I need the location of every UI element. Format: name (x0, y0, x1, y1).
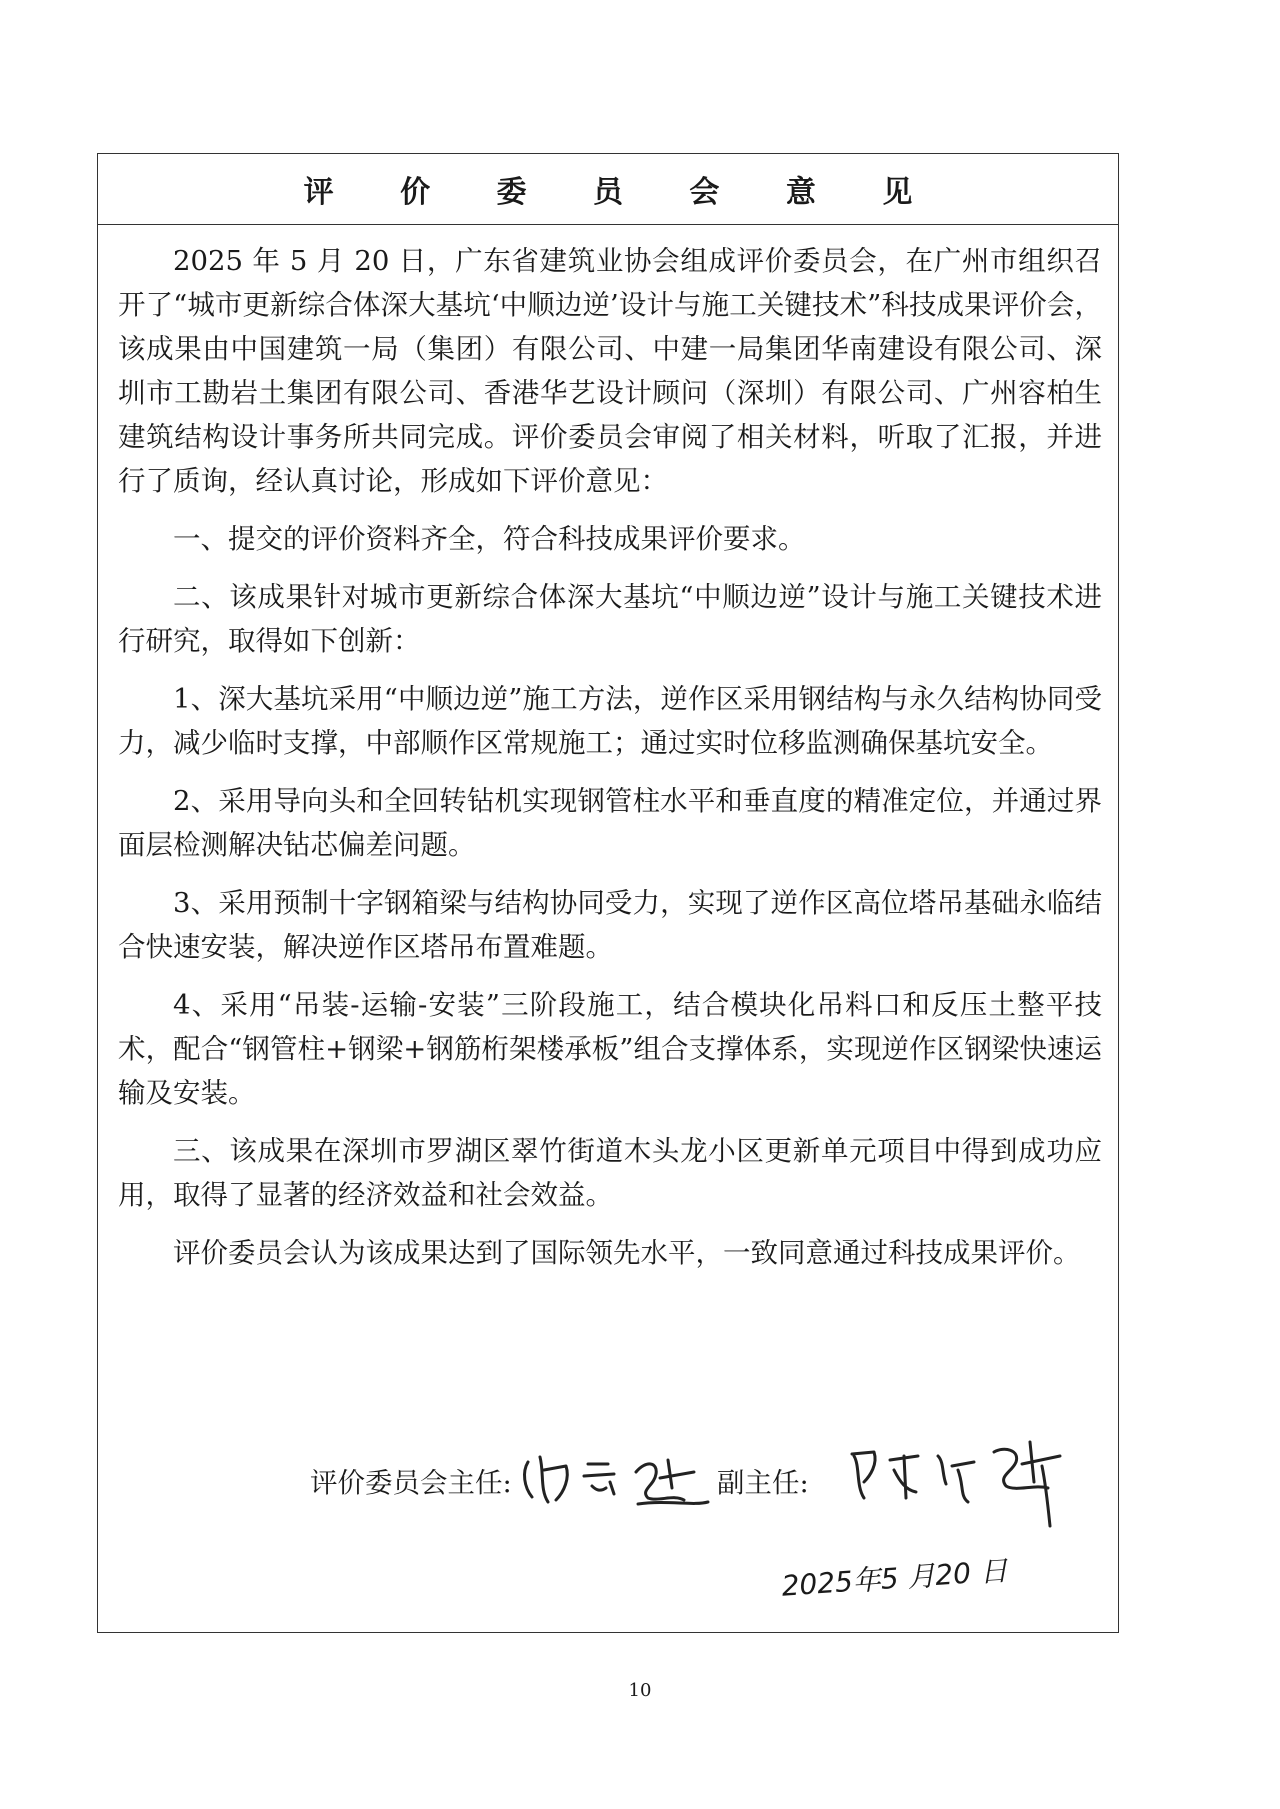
paragraph-conclusion: 评价委员会认为该成果达到了国际领先水平，一致同意通过科技成果评价。 (173, 1237, 1081, 1269)
paragraph-innovation-1: 1、深大基坑采用“中顺边逆”施工方法，逆作区采用钢结构与永久结构协同受力，减少临时支撑，中部顺作区常规施工；通过实时位移监测确保基坑安全。 (118, 683, 1102, 759)
paragraph-point-2: 二、该成果针对城市更新综合体深大基坑“中顺边逆”设计与施工关键技术进行研究，取得如下创新： (118, 581, 1102, 657)
signature-date: 2025年5 月20 日 (780, 1554, 1010, 1603)
chair-label: 评价委员会主任: (310, 1467, 512, 1499)
opinion-body (98, 225, 1118, 1275)
title-row (98, 154, 1118, 225)
evaluation-opinion-table (97, 153, 1119, 1633)
vice-chair-signature (834, 1426, 1114, 1543)
chair-signature (518, 1442, 718, 1519)
page-title: 评 价 委 员 会 意 见 (303, 175, 941, 210)
paragraph-point-3: 三、该成果在深圳市罗湖区翠竹街道木头龙小区更新单元项目中得到成功应用，取得了显著的经济效益和社会效益。 (118, 1135, 1102, 1211)
paragraph-innovation-3: 3、采用预制十字钢箱梁与结构协同受力，实现了逆作区高位塔吊基础永临结合快速安装，解决逆作区塔吊布置难题。 (118, 887, 1102, 963)
page-number: 10 (628, 1680, 652, 1701)
paragraph-innovation-4: 4、采用“吊装-运输-安装”三阶段施工，结合模块化吊料口和反压土整平技术，配合“钢管柱+钢梁+钢筋桁架楼承板”组合支撑体系，实现逆作区钢梁快速运输及安装。 (118, 989, 1102, 1109)
signature-row (98, 1442, 1118, 1512)
paragraph-innovation-2: 2、采用导向头和全回转钻机实现钢管柱水平和垂直度的精准定位，并通过界面层检测解决钻芯偏差问题。 (118, 785, 1102, 861)
paragraph-point-1: 一、提交的评价资料齐全，符合科技成果评价要求。 (173, 523, 806, 555)
vice-chair-label: 副主任: (717, 1467, 809, 1499)
paragraph-intro: 2025 年 5 月 20 日，广东省建筑业协会组成评价委员会，在广州市组织召开了“城市更新综合体深大基坑‘中顺边逆’设计与施工关键技术”科技成果评价会，该成果由中国建筑一局（集团）有限公司、中建一局集团华南建设有限公司、深圳市工勘岩土集团有限公司、香港华艺设计顾问（深圳）有限公司、广州容柏生建筑结构设计事务所共同完成。评价委员会审阅了相关材料，听取了汇报，并进行了质询，经认真讨论，形成如下评价意见： (118, 245, 1102, 497)
